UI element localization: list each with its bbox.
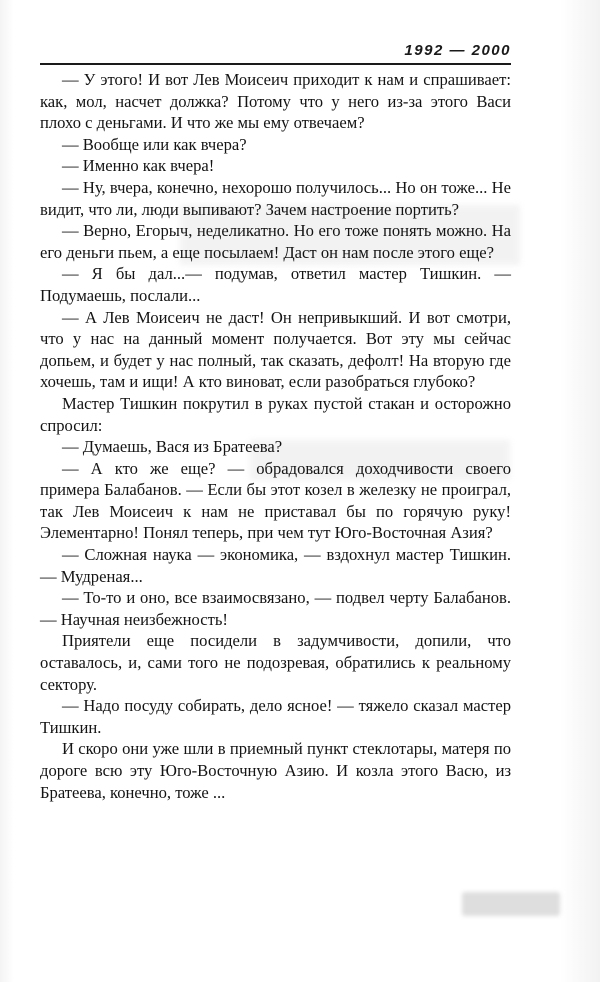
paragraph: — Сложная наука — экономика, — вздохнул мастер Тишкин. — Мудреная... <box>40 545 511 586</box>
paragraph: — Верно, Егорыч, неделикатно. Но его тоже понять можно. На его деньги пьем, а еще посылаем! Даст он нам после этого еще? <box>40 221 511 262</box>
running-head: 1992 — 2000 <box>404 42 511 59</box>
paragraph: — Именно как вчера! <box>62 156 215 176</box>
paragraph: — А кто же еще? — обрадовался доходчивости своего примера Балабанов. — Если бы этот козел в железку не проиграл, так Лев Моисеич к нам не приставал бы по горячую руку! Элементарно! Понял теперь, при чем тут Юго-Восточная Азия? <box>40 458 511 543</box>
paragraph: И скоро они уже шли в приемный пункт стеклотары, матеря по дороге всю эту Юго-Восточную Азию. И козла этого Васю, из Братеева, конечно, тоже ... <box>40 739 511 802</box>
body-text <box>40 69 511 803</box>
paragraph: — У этого! И вот Лев Моисеич приходит к нам и спрашивает: как, мол, насчет должка? Потому что у него из-за этого Васи плохо с деньгами. И что же мы ему отвечаем? <box>40 70 511 133</box>
paragraph: — Надо посуду собирать, дело ясное! — тяжело сказал мастер Тишкин. <box>40 696 511 737</box>
paragraph: — А Лев Моисеич не даст! Он непривыкший. И вот смотри, что у нас на данный момент получается. Вот эту мы сейчас допьем, и будет у нас полный, так сказать, дефолт! На вторую где хочешь, там и ищи! А кто виноват, если разобраться глубоко? <box>40 307 511 392</box>
header-rule <box>40 63 511 65</box>
paragraph: — Вообще или как вчера? <box>62 134 247 154</box>
paragraph: Мастер Тишкин покрутил в руках пустой стакан и осторожно спросил: <box>40 393 511 435</box>
paragraph: — Думаешь, Вася из Братеева? <box>62 437 283 457</box>
paragraph: — То-то и оно, все взаимосвязано, — подвел черту Балабанов. — Научная неизбежность! <box>40 588 511 629</box>
scan-smudge <box>462 892 560 916</box>
paragraph: — Я бы дал...— подумав, ответил мастер Тишкин. — Подумаешь, послали... <box>40 264 511 305</box>
paragraph: Приятели еще посидели в задумчивости, допили, что оставалось, и, сами того не подозревая, обратились к реальному сектору. <box>40 631 511 694</box>
paragraph: — Ну, вчера, конечно, нехорошо получилось... Но он тоже... Не видит, что ли, люди выпивают? Зачем настроение портить? <box>40 177 511 219</box>
